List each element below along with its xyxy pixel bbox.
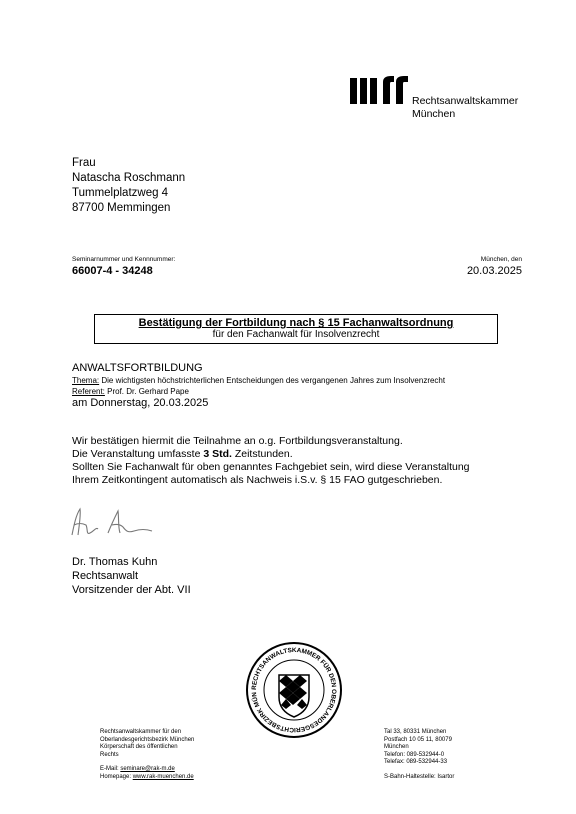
- footer-address-line1: Tal 33, 80331 München: [384, 729, 447, 735]
- footer-sbahn: S-Bahn-Haltestelle: Isartor: [384, 773, 455, 780]
- footer-org-line4: Rechts: [100, 751, 119, 758]
- recipient-street: Tummelplatzweg 4: [72, 187, 169, 199]
- course-theme-label: Thema:: [72, 376, 100, 385]
- certificate-subtitle: für den Fachanwalt für Insolvenzrecht: [212, 329, 380, 340]
- footer-email: [100, 766, 194, 774]
- handwritten-signature: [68, 505, 163, 546]
- date-label: München, den: [480, 256, 522, 263]
- recipient-city: 87700 Memmingen: [72, 202, 171, 214]
- seal-text: RECHTSANWALTSKAMMER FÜR DEN OBERLANDESGERICHTSBEZIRK MÜN: [250, 646, 338, 734]
- footer-left: [100, 729, 194, 781]
- logo-mark-icon: [350, 74, 410, 104]
- course-type: ANWALTSFORTBILDUNG: [72, 362, 203, 374]
- footer-homepage-label: Homepage:: [100, 773, 133, 780]
- footer-org-line3: Körperschaft des öffentlichen: [100, 744, 178, 750]
- hours-value: 3 Std.: [203, 448, 232, 460]
- confirmation-line2: [72, 448, 470, 461]
- footer-right: [384, 729, 454, 781]
- date-value: 20.03.2025: [466, 265, 522, 277]
- course-date: am Donnerstag, 20.03.2025: [72, 397, 209, 409]
- chamber-name-line2: München: [412, 108, 456, 120]
- footer-address-line3: München: [384, 744, 409, 750]
- footer-phone: Telefon: 089-532944-0: [384, 751, 445, 758]
- recipient-name: Natascha Roschmann: [72, 172, 186, 184]
- course-speaker-value: Prof. Dr. Gerhard Pape: [104, 387, 189, 396]
- chamber-logo: [350, 74, 410, 109]
- chamber-name: [412, 95, 518, 121]
- reference-number: 66007-4 - 34248: [72, 265, 153, 277]
- footer-homepage-link[interactable]: www.rak-muenchen.de: [132, 773, 194, 780]
- hours-pre: Die Veranstaltung umfasste: [72, 448, 204, 460]
- footer-address-line2: Postfach 10 05 11, 80079: [384, 736, 452, 743]
- confirmation-text: [72, 435, 470, 487]
- signer-block: [72, 555, 191, 597]
- bavarian-seal-icon: [245, 641, 343, 739]
- confirmation-line1: Wir bestätigen hiermit die Teilnahme an o.g. Fortbildungsveranstaltung.: [72, 435, 403, 447]
- date-block: [467, 256, 522, 277]
- confirmation-line3: Sollten Sie Fachanwalt für oben genanntes Fachgebiet sein, wird diese Veranstaltung: [72, 461, 470, 473]
- signer-title: Rechtsanwalt: [72, 570, 139, 582]
- course-speaker-label: Referent:: [72, 387, 105, 396]
- course-theme: [72, 375, 445, 386]
- reference-block: [72, 256, 175, 277]
- certificate-title: Bestätigung der Fortbildung nach § 15 Fachanwaltsordnung: [138, 317, 454, 329]
- chamber-name-line1: Rechtsanwaltskammer: [412, 95, 519, 107]
- certificate-heading-box: [94, 314, 498, 344]
- footer-homepage: [100, 774, 194, 782]
- footer-org-line2: Oberlandesgerichtsbezirk München: [100, 736, 195, 743]
- signer-role: Vorsitzender der Abt. VII: [72, 584, 191, 596]
- signature-icon: [68, 505, 163, 541]
- footer-fax: Telefax: 089-532944-33: [384, 759, 448, 765]
- course-theme-value: Die wichtigsten höchstrichterlichen Entscheidungen des vergangenen Jahres zum Insolvenzrecht: [99, 376, 446, 385]
- footer-email-link[interactable]: seminare@rak-m.de: [120, 766, 175, 772]
- recipient-salutation: Frau: [72, 157, 96, 169]
- reference-label: Seminarnummer und Kennnummer:: [72, 256, 176, 263]
- footer-org-line1: Rechtsanwaltskammer für den: [100, 729, 182, 735]
- course-speaker: [72, 386, 445, 397]
- recipient-address: [72, 156, 185, 216]
- official-seal: [245, 641, 343, 744]
- course-info: [72, 362, 445, 410]
- signer-name: Dr. Thomas Kuhn: [72, 556, 158, 568]
- confirmation-line4: Ihrem Zeitkontingent automatisch als Nachweis i.S.v. § 15 FAO gutgeschrieben.: [72, 474, 443, 486]
- footer-email-label: E-Mail:: [100, 766, 121, 772]
- hours-post: Zeitstunden.: [231, 448, 293, 460]
